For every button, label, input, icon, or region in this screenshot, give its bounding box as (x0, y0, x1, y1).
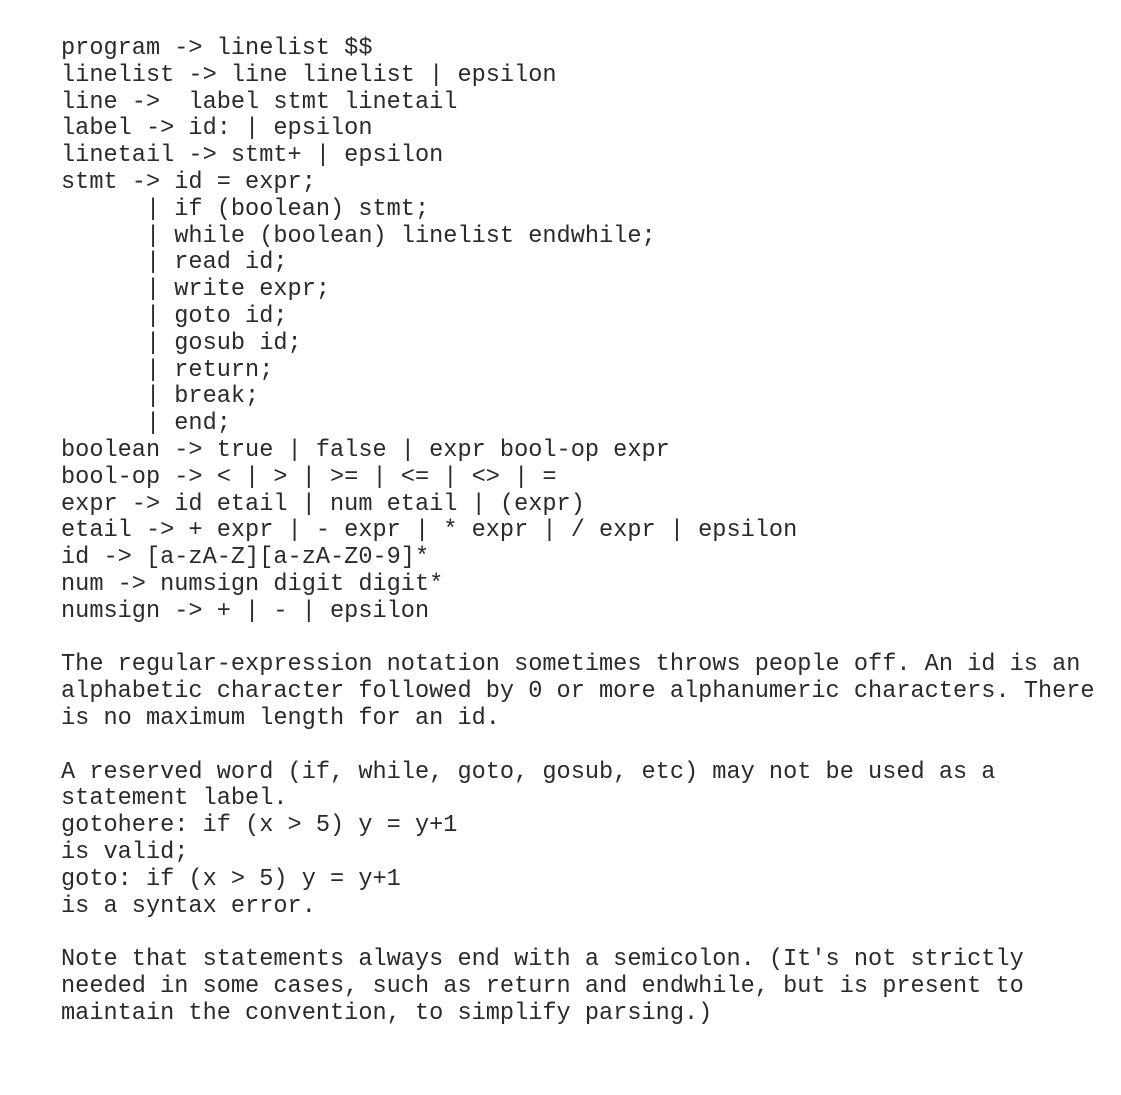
grammar-line: stmt -> id = expr; (61, 168, 316, 196)
note-line: statement label. (61, 785, 288, 813)
note-line: maintain the convention, to simplify parsing.) (61, 999, 713, 1027)
grammar-line: etail -> + expr | - expr | * expr | / expr | epsilon (61, 517, 798, 545)
grammar-document (61, 36, 1111, 1027)
note-line: Note that statements always end with a semicolon. (It's not strictly (61, 946, 1024, 974)
grammar-line: | write expr; (61, 276, 331, 304)
grammar-line: linelist -> line linelist | epsilon (61, 61, 557, 89)
grammar-line: label -> id: | epsilon (61, 115, 373, 143)
grammar-line: | if (boolean) stmt; (61, 195, 430, 223)
note-line: A reserved word (if, while, goto, gosub, etc) may not be used as a (61, 758, 996, 786)
grammar-line: bool-op -> < | > | >= | <= | <> | = (61, 463, 557, 491)
regex-note-paragraph (61, 652, 1111, 732)
semicolon-note-paragraph (61, 947, 1111, 1027)
note-line: The regular-expression notation sometimes throws people off. An id is an (61, 651, 1081, 679)
grammar-line: | return; (61, 356, 274, 384)
grammar-line: | break; (61, 383, 260, 411)
note-line: is valid; (61, 838, 189, 866)
grammar-line: | end; (61, 410, 231, 438)
grammar-line: | while (boolean) linelist endwhile; (61, 222, 656, 250)
grammar-line: id -> [a-zA-Z][a-zA-Z0-9]* (61, 544, 430, 572)
grammar-line: expr -> id etail | num etail | (expr) (61, 490, 585, 518)
grammar-line: line -> label stmt linetail (61, 88, 458, 116)
code-example-invalid: goto: if (x > 5) y = y+1 (61, 865, 401, 893)
grammar-line: boolean -> true | false | expr bool-op expr (61, 436, 670, 464)
grammar-rules (61, 36, 1111, 626)
grammar-line: | goto id; (61, 302, 288, 330)
paragraph-spacer (61, 920, 1111, 947)
note-line: alphabetic character followed by 0 or more alphanumeric characters. There (61, 678, 1095, 706)
grammar-line: | gosub id; (61, 329, 302, 357)
grammar-line: numsign -> + | - | epsilon (61, 597, 430, 625)
grammar-line: linetail -> stmt+ | epsilon (61, 142, 444, 170)
paragraph-spacer (61, 733, 1111, 760)
grammar-line: num -> numsign digit digit* (61, 570, 444, 598)
note-line: is a syntax error. (61, 892, 316, 920)
grammar-line: program -> linelist $$ (61, 35, 373, 62)
note-line: needed in some cases, such as return and endwhile, but is present to (61, 972, 1024, 1000)
reserved-word-note-paragraph (61, 760, 1111, 921)
code-example-valid: gotohere: if (x > 5) y = y+1 (61, 812, 458, 840)
paragraph-spacer (61, 626, 1111, 653)
note-line: is no maximum length for an id. (61, 704, 500, 732)
grammar-line: | read id; (61, 249, 288, 277)
